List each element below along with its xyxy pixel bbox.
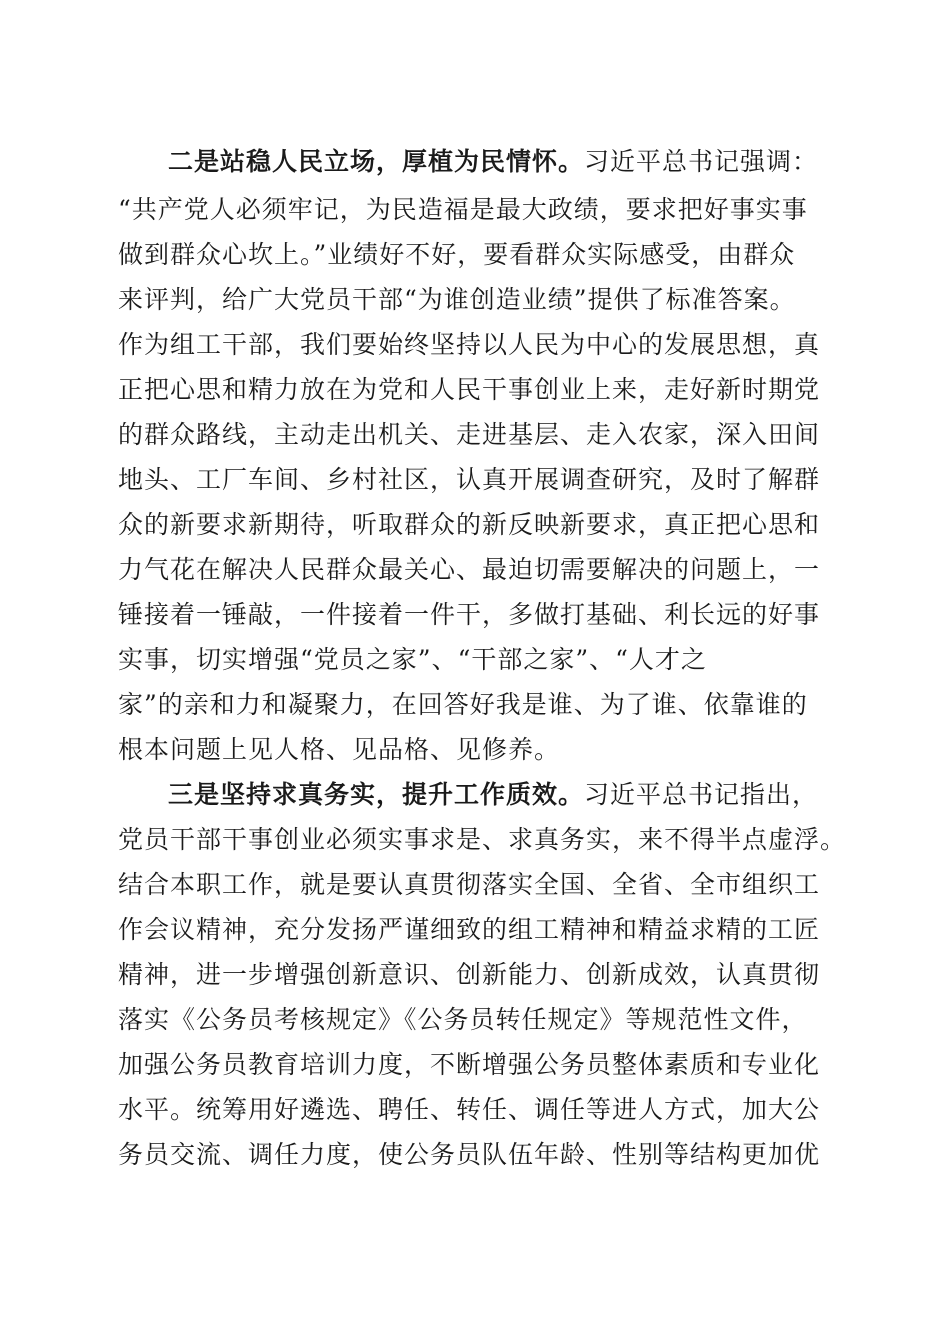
- paragraph-2-line-5: 精神，进一步增强创新意识、创新能力、创新成效，认真贯彻: [118, 960, 821, 989]
- paragraph-1-line-12: 实事，切实增强“党员之家”、“干部之家”、“人才之: [118, 645, 707, 674]
- paragraph-2-line-1: [168, 775, 818, 815]
- paragraph-1-line-13: 家”的亲和力和凝聚力，在回答好我是谁、为了谁、依靠谁的: [118, 690, 808, 719]
- paragraph-2-line-2: 党员干部干事创业必须实事求是、求真务实，来不得半点虚浮。: [118, 825, 847, 854]
- paragraph-1-line-7: 的群众路线，主动走出机关、走进基层、走入农家，深入田间: [118, 420, 821, 449]
- paragraph-1-line-14: 根本问题上见人格、见品格、见修养。: [118, 735, 561, 764]
- paragraph-1-line-3: 做到群众心坎上。”业绩好不好，要看群众实际感受，由群众: [118, 240, 796, 269]
- paragraph-1-line-2: “共产党人必须牢记，为民造福是最大政绩，要求把好事实事: [118, 195, 808, 224]
- paragraph-2-line-1-text: 习近平总书记指出，: [584, 780, 819, 809]
- paragraph-1-heading: 二是站稳人民立场，厚植为民情怀。: [168, 147, 585, 176]
- paragraph-1-line-5: 作为组工干部，我们要始终坚持以人民为中心的发展思想，真: [118, 330, 821, 359]
- paragraph-1-line-1-text: 习近平总书记强调：: [584, 147, 819, 176]
- paragraph-1-line-11: 锤接着一锤敲，一件接着一件干，多做打基础、利长远的好事: [118, 600, 821, 629]
- paragraph-2-line-7: 加强公务员教育培训力度，不断增强公务员整体素质和专业化: [118, 1050, 821, 1079]
- paragraph-2-heading: 三是坚持求真务实，提升工作质效。: [168, 780, 585, 809]
- paragraph-1-line-10: 力气花在解决人民群众最关心、最迫切需要解决的问题上，一: [118, 555, 821, 584]
- paragraph-1-line-4: 来评判，给广大党员干部“为谁创造业绩”提供了标准答案。: [118, 285, 796, 314]
- paragraph-2-line-9: 务员交流、调任力度，使公务员队伍年龄、性别等结构更加优: [118, 1140, 821, 1169]
- paragraph-2-line-6: 落实《公务员考核规定》《公务员转任规定》等规范性文件，: [118, 1005, 808, 1034]
- paragraph-1-line-8: 地头、工厂车间、乡村社区，认真开展调查研究，及时了解群: [118, 465, 821, 494]
- paragraph-1-line-9: 众的新要求新期待，听取群众的新反映新要求，真正把心思和: [118, 510, 821, 539]
- paragraph-1-line-1: [168, 142, 818, 182]
- paragraph-2-line-3: 结合本职工作，就是要认真贯彻落实全国、全省、全市组织工: [118, 870, 821, 899]
- paragraph-2-line-8: 水平。统筹用好遴选、聘任、转任、调任等进人方式，加大公: [118, 1095, 821, 1124]
- paragraph-2-line-4: 作会议精神，充分发扬严谨细致的组工精神和精益求精的工匠: [118, 915, 821, 944]
- paragraph-1-line-6: 正把心思和精力放在为党和人民干事创业上来，走好新时期党: [118, 375, 821, 404]
